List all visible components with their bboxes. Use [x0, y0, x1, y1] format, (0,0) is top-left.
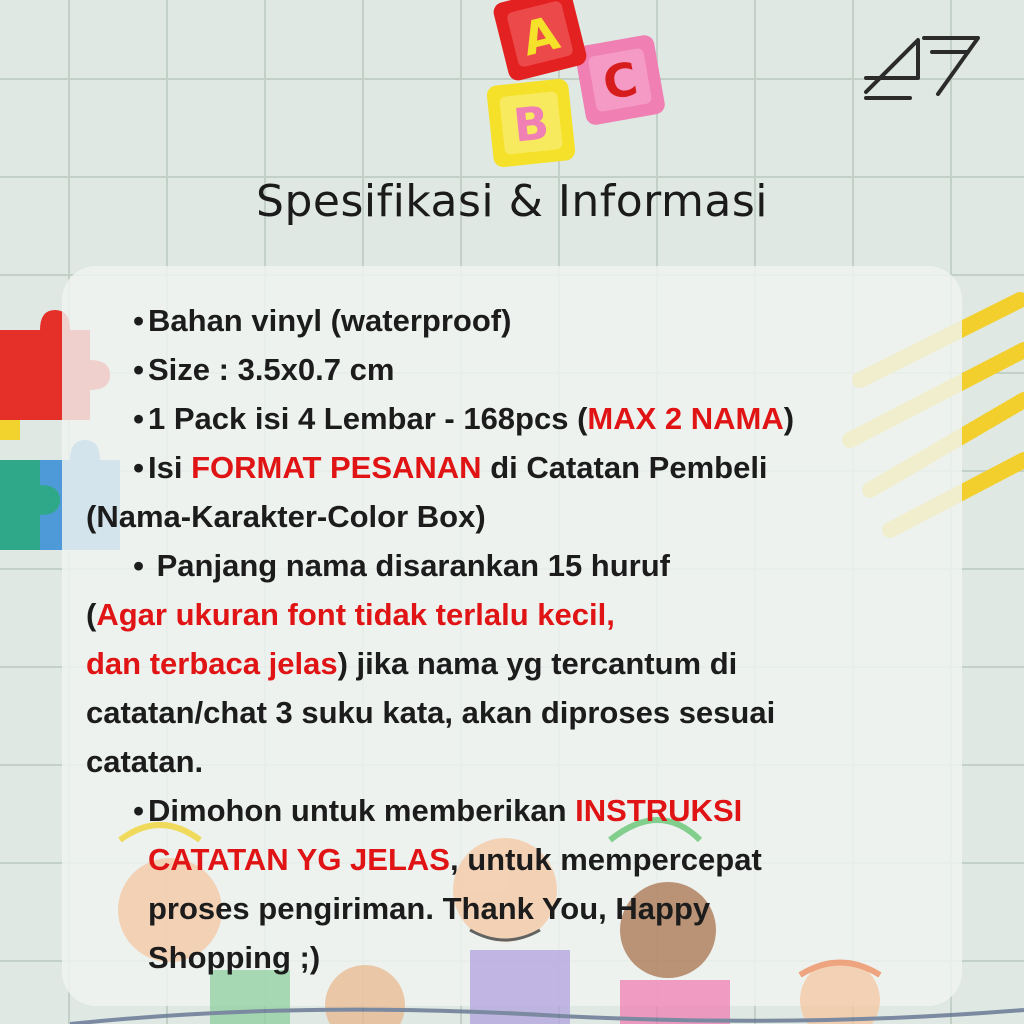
block-b-letter: B: [510, 95, 552, 153]
item-pack-close: ): [783, 401, 795, 436]
bullet: •: [133, 352, 144, 387]
item-name-length: Panjang nama disarankan 15 huruf: [148, 548, 670, 583]
bullet: •: [133, 548, 144, 583]
item-name-note-1: (Agar ukuran font tidak terlalu kecil,: [86, 597, 615, 632]
block-c-letter: C: [598, 51, 642, 111]
spec-list: [86, 296, 916, 982]
bullet: •: [133, 401, 144, 436]
block-a-letter: A: [516, 5, 565, 67]
item-name-highlight-1: Agar ukuran font tidak terlalu kecil,: [96, 597, 615, 632]
page-title: Spesifikasi & Informasi: [256, 176, 768, 227]
bullet: •: [133, 450, 144, 485]
item-size: Size : 3.5x0.7 cm: [148, 352, 395, 387]
list-item: [86, 541, 916, 590]
abc-blocks-icon: [480, 0, 680, 172]
item-name-note-2: dan terbaca jelas) jika nama yg tercantum di: [86, 646, 738, 681]
item-pack-highlight: MAX 2 NAMA: [587, 401, 784, 436]
item-instruction-line-3: proses pengiriman. Thank You, Happy: [148, 891, 711, 926]
item-format-highlight: FORMAT PESANAN: [191, 450, 482, 485]
list-item: [86, 345, 916, 394]
item-name-note-3: catatan/chat 3 suku kata, akan diproses sesuai: [86, 695, 776, 730]
item-format-rest: di Catatan Pembeli: [481, 450, 768, 485]
item-name-highlight-2: dan terbaca jelas: [86, 646, 338, 681]
list-item: [86, 786, 916, 835]
list-item: [86, 394, 916, 443]
item-instruction-text: Dimohon untuk memberikan: [148, 793, 576, 828]
list-item: [86, 296, 916, 345]
item-instruction-highlight-2: CATATAN YG JELAS: [148, 842, 450, 877]
bullet: •: [133, 303, 144, 338]
item-instruction-highlight-1: INSTRUKSI: [575, 793, 743, 828]
item-material: Bahan vinyl (waterproof): [148, 303, 512, 338]
item-format-text: Isi: [148, 450, 192, 485]
item-name-note-4: catatan.: [86, 744, 204, 779]
bullet: •: [133, 793, 144, 828]
item-instruction-line-4: Shopping ;): [148, 940, 321, 975]
item-instruction-line-2: CATATAN YG JELAS, untuk mempercepat: [148, 842, 762, 877]
item-format-detail: (Nama-Karakter-Color Box): [86, 499, 486, 534]
list-item: [86, 443, 916, 492]
item-pack-text: 1 Pack isi 4 Lembar - 168pcs (: [148, 401, 588, 436]
logo-icon: [860, 32, 984, 100]
